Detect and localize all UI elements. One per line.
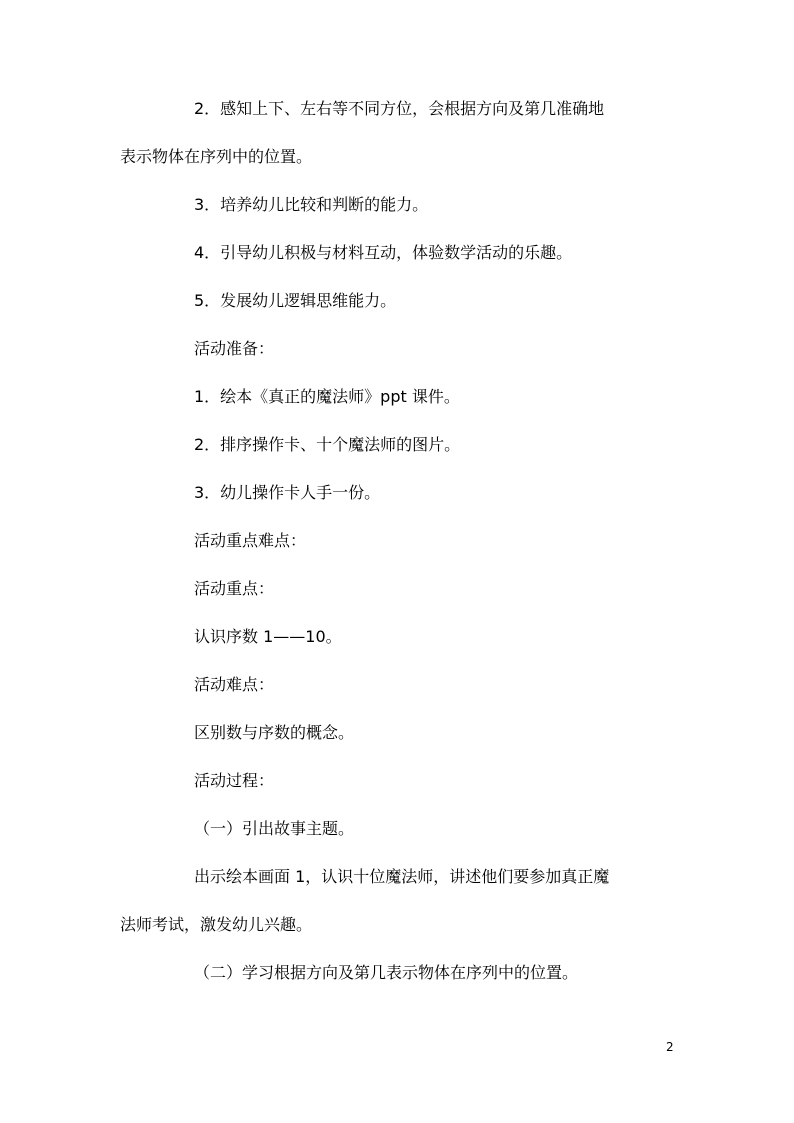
paragraph-line: 1．绘本《真正的魔法师》ppt 课件。 (194, 387, 460, 406)
paragraph-line: 3．幼儿操作卡人手一份。 (194, 483, 381, 502)
paragraph-line: 2．排序操作卡、十个魔法师的图片。 (194, 435, 461, 454)
section-heading: 活动过程： (194, 771, 275, 790)
paragraph-line: 4．引导幼儿积极与材料互动，体验数学活动的乐趣。 (194, 243, 573, 262)
page-number: 2 (666, 1040, 674, 1054)
paragraph-line: 5．发展幼儿逻辑思维能力。 (194, 291, 397, 310)
section-heading: 活动重点难点： (194, 531, 307, 550)
paragraph-line: 2．感知上下、左右等不同方位，会根据方向及第几准确地 (194, 99, 605, 118)
paragraph-line: 3．培养幼儿比较和判断的能力。 (194, 195, 429, 214)
paragraph-line: 法师考试，激发幼儿兴趣。 (120, 915, 313, 934)
section-heading: 活动难点： (194, 675, 275, 694)
paragraph-line: 认识序数 1——10。 (194, 627, 342, 646)
paragraph-line: （二）学习根据方向及第几表示物体在序列中的位置。 (194, 963, 579, 982)
paragraph-line: 区别数与序数的概念。 (194, 723, 355, 742)
paragraph-line: 表示物体在序列中的位置。 (120, 147, 313, 166)
section-heading: 活动准备： (194, 339, 275, 358)
paragraph-line: 出示绘本画面 1，认识十位魔法师，讲述他们要参加真正魔 (194, 867, 610, 886)
section-heading: 活动重点： (194, 579, 275, 598)
paragraph-line: （一）引出故事主题。 (194, 819, 355, 838)
